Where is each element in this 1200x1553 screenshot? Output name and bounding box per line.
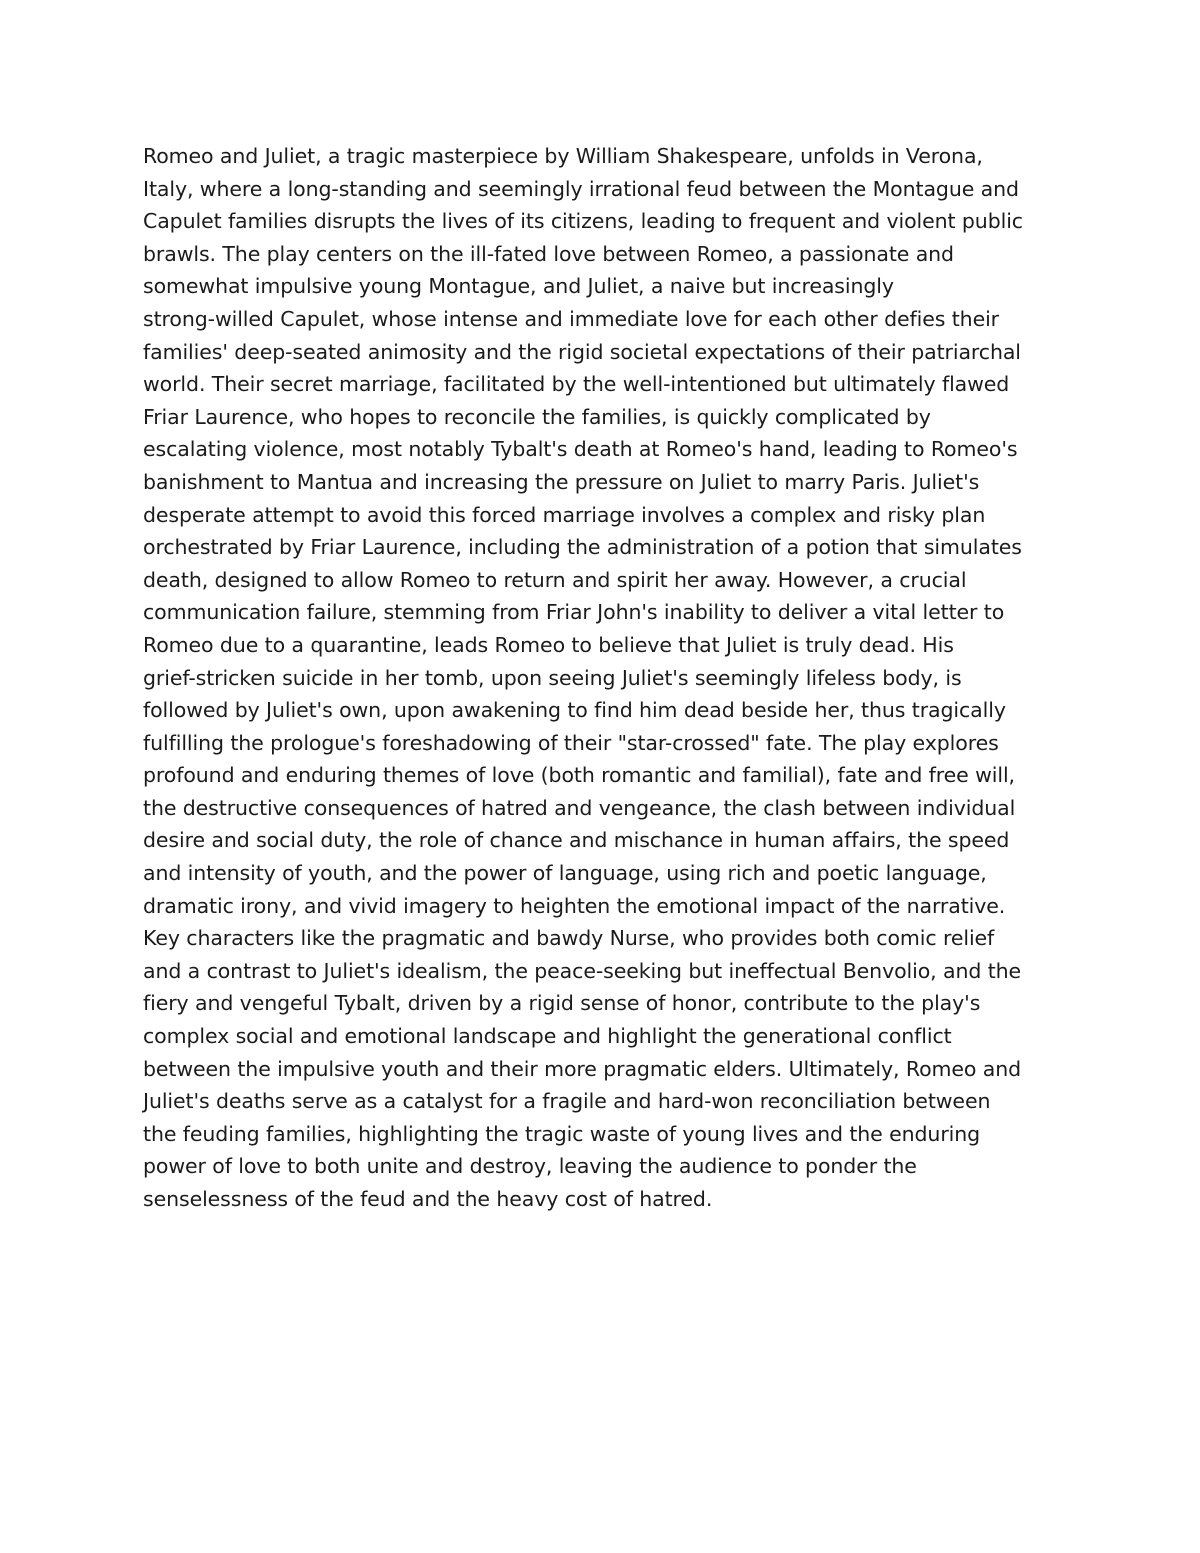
paragraph-line: Romeo and Juliet, a tragic masterpiece by William Shakespeare, unfolds in Verona, (143, 144, 983, 168)
paragraph-line: families' deep-seated animosity and the rigid societal expectations of their patriarchal (143, 339, 1021, 364)
paragraph-line: death, designed to allow Romeo to return and spirit her away. However, a crucial (143, 567, 967, 592)
paragraph-line: grief-stricken suicide in her tomb, upon seeing Juliet's seemingly lifeless body, is (143, 665, 962, 690)
paragraph-line: complex social and emotional landscape and highlight the generational conflict (143, 1024, 952, 1049)
paragraph-line: banishment to Mantua and increasing the pressure on Juliet to marry Paris. Juliet's (143, 469, 980, 494)
paragraph-line: the destructive consequences of hatred and vengeance, the clash between individual (143, 795, 1016, 820)
paragraph-line: between the impulsive youth and their more pragmatic elders. Ultimately, Romeo and (143, 1056, 1022, 1081)
paragraph-line: somewhat impulsive young Montague, and Juliet, a naive but increasingly (143, 274, 894, 299)
paragraph-line: world. Their secret marriage, facilitated by the well-intentioned but ultimately flawed (143, 372, 1010, 397)
body-paragraph (143, 140, 1073, 1216)
paragraph-line: followed by Juliet's own, upon awakening to find him dead beside her, thus tragically (143, 698, 1006, 723)
paragraph-line: fulfilling the prologue's foreshadowing of their "star-crossed" fate. The play explores (143, 730, 999, 755)
paragraph-line: escalating violence, most notably Tybalt's death at Romeo's hand, leading to Romeo's (143, 437, 1018, 462)
paragraph-line: dramatic irony, and vivid imagery to heighten the emotional impact of the narrative. (143, 893, 1006, 918)
paragraph-line: Romeo due to a quarantine, leads Romeo to believe that Juliet is truly dead. His (143, 632, 954, 657)
paragraph-line: and a contrast to Juliet's idealism, the peace-seeking but ineffectual Benvolio, and the (143, 958, 1022, 983)
paragraph-line: desire and social duty, the role of chance and mischance in human affairs, the speed (143, 828, 1010, 853)
paragraph-line: Friar Laurence, who hopes to reconcile the families, is quickly complicated by (143, 404, 931, 429)
paragraph-line: fiery and vengeful Tybalt, driven by a rigid sense of honor, contribute to the play's (143, 991, 981, 1016)
paragraph-line: orchestrated by Friar Laurence, including the administration of a potion that simulates (143, 535, 1022, 560)
paragraph-line: senselessness of the feud and the heavy cost of hatred. (143, 1187, 713, 1211)
paragraph-line: brawls. The play centers on the ill-fated love between Romeo, a passionate and (143, 241, 954, 266)
paragraph-line: communication failure, stemming from Friar John's inability to deliver a vital letter to (143, 600, 1005, 625)
paragraph-line: Capulet families disrupts the lives of its citizens, leading to frequent and violent public (143, 209, 1023, 234)
paragraph-line: the feuding families, highlighting the tragic waste of young lives and the enduring (143, 1121, 981, 1146)
paragraph-line: desperate attempt to avoid this forced marriage involves a complex and risky plan (143, 502, 986, 527)
paragraph-line: and intensity of youth, and the power of language, using rich and poetic language, (143, 861, 987, 886)
paragraph-line: Juliet's deaths serve as a catalyst for a fragile and hard-won reconciliation between (143, 1089, 991, 1114)
paragraph-line: strong-willed Capulet, whose intense and immediate love for each other defies their (143, 306, 1000, 331)
paragraph-line: profound and enduring themes of love (both romantic and familial), fate and free will, (143, 763, 1015, 788)
paragraph-line: Italy, where a long-standing and seemingly irrational feud between the Montague and (143, 176, 1019, 201)
paragraph-line: power of love to both unite and destroy, leaving the audience to ponder the (143, 1154, 917, 1179)
paragraph-line: Key characters like the pragmatic and bawdy Nurse, who provides both comic relief (143, 926, 995, 951)
